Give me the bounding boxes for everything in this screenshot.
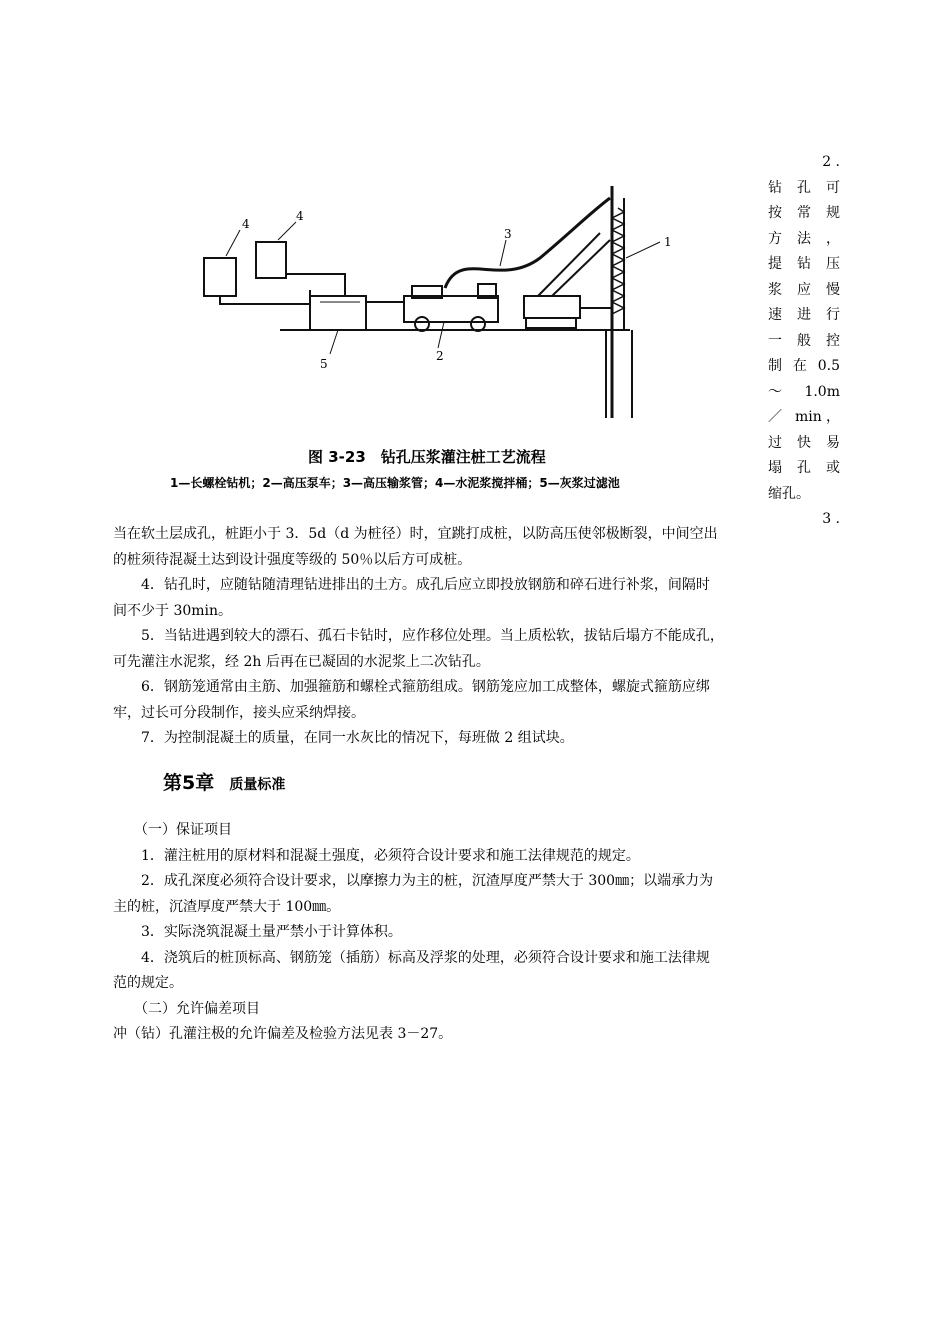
- drill-rig-base: [524, 296, 580, 318]
- filter-pool: [310, 296, 366, 330]
- figure-3-23: [160, 178, 750, 498]
- body-line: 当在软土层成孔，桩距小于 3．5d（d 为桩径）时，宜跳打成桩，以防高压使邻极断裂，中间空出: [113, 526, 718, 542]
- side-line: ～ 1.0m: [768, 383, 840, 400]
- body-line: 5．当钻进遇到较大的漂石、孤石卡钻时，应作移位处理。当上质松软，拔钻后塌方不能成孔，: [113, 628, 724, 644]
- body-line: 7．为控制混凝土的质量，在同一水灰比的情况下，每班做 2 组试块。: [113, 730, 574, 746]
- figure-legend: 1—长螺栓钻机；2—高压泵车；3—高压输浆管；4—水泥浆搅拌桶；5—灰浆过滤池: [170, 476, 620, 490]
- high-pressure-hose: [445, 198, 610, 288]
- label-5: 5: [320, 357, 328, 371]
- side-line: 制 在 0.5: [768, 358, 840, 374]
- section-heading: （二）允许偏差项目: [113, 1000, 260, 1017]
- quality-section: [113, 818, 713, 1048]
- body-line: 1．灌注桩用的原材料和混凝土强度，必须符合设计要求和施工法律规范的规定。: [113, 847, 640, 864]
- side-line: 2 .: [822, 154, 840, 170]
- side-line: ／ min，: [768, 409, 840, 425]
- body-line: 4．钻孔时，应随钻随清理钻进排出的土方。成孔后应立即投放钢筋和碎石进行补浆，间隔时: [113, 577, 710, 593]
- body-line: 3．实际浇筑混凝土量严禁小于计算体积。: [113, 924, 402, 940]
- label-3: 3: [504, 227, 512, 241]
- chapter-heading: [163, 768, 285, 795]
- body-line: 6．钢筋笼通常由主筋、加强箍筋和螺栓式箍筋组成。钢筋笼应加工成整体，螺旋式箍筋应绑: [113, 679, 710, 695]
- body-line: 主的桩，沉渣厚度严禁大于 100㎜。: [113, 898, 341, 915]
- side-line: 按 常 规: [768, 205, 840, 221]
- side-line: 过 快 易: [768, 434, 840, 451]
- side-line: 钻 孔 可: [768, 179, 840, 196]
- figure-title: 图 3-23 钻孔压浆灌注桩工艺流程: [308, 448, 546, 466]
- side-line: 3 .: [822, 511, 840, 527]
- body-line: 的桩须待混凝土达到设计强度等级的 50％以后方可成桩。: [113, 551, 472, 568]
- body-line: 牢，过长可分段制作，接头应采纳焊接。: [113, 704, 365, 721]
- body-line: 间不少于 30min。: [113, 602, 233, 619]
- side-line: 缩孔。: [768, 485, 810, 502]
- mixing-tank-1: [204, 258, 236, 296]
- label-4b: 4: [296, 209, 304, 223]
- body-paragraphs: [113, 522, 724, 752]
- chapter-number: 第5章: [163, 772, 215, 794]
- side-line: 提 钻 压: [768, 256, 840, 272]
- chapter-title: 质量标准: [229, 777, 286, 793]
- process-diagram: [160, 178, 750, 438]
- section-heading: （一）保证项目: [127, 822, 232, 838]
- mixing-tank-2: [256, 242, 286, 278]
- body-line: 冲（钻）孔灌注极的允许偏差及检验方法见表 3－27。: [113, 1026, 453, 1042]
- side-line: 塌 孔 或: [768, 460, 840, 476]
- side-line: 一 般 控: [768, 332, 840, 349]
- body-line: 可先灌注水泥浆，经 2h 后再在已凝固的水泥浆上二次钻孔。: [113, 653, 490, 670]
- label-1: 1: [664, 235, 672, 249]
- label-4a: 4: [242, 217, 250, 231]
- label-2: 2: [436, 349, 444, 363]
- side-column-text: [768, 150, 840, 533]
- body-line: 范的规定。: [113, 975, 183, 991]
- side-line: 浆 应 慢: [768, 281, 840, 298]
- side-line: 速 进 行: [768, 307, 840, 323]
- side-line: 方 法 ，: [768, 230, 840, 247]
- body-line: 4．浇筑后的桩顶标高、钢筋笼（插筋）标高及浮浆的处理，必须符合设计要求和施工法律规: [113, 949, 710, 966]
- body-line: 2．成孔深度必须符合设计要求，以摩擦力为主的桩，沉渣厚度严禁大于 300㎜；以端承力为: [113, 873, 714, 889]
